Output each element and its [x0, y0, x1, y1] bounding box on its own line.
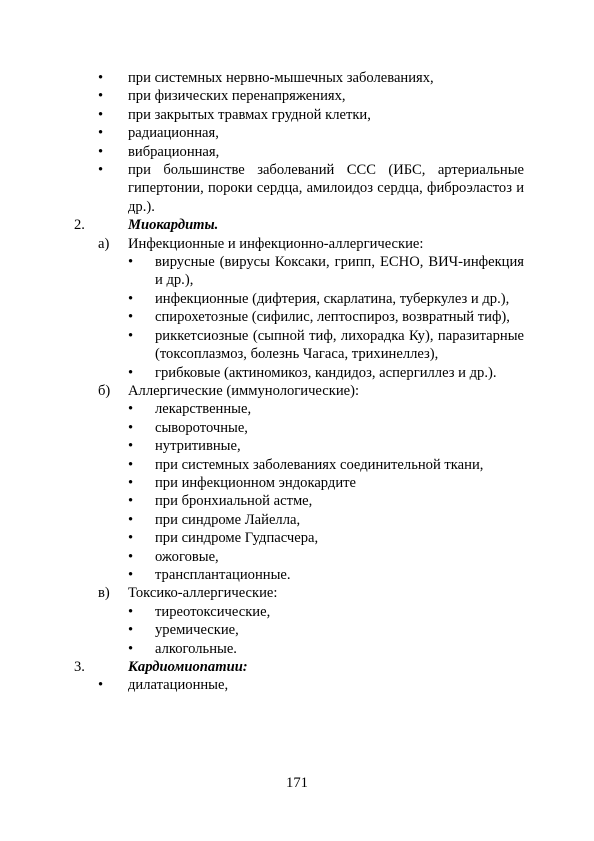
list-number: 3. [74, 659, 85, 675]
list-item [0, 584, 524, 602]
bullet-marker: • [128, 419, 134, 436]
list-item [0, 382, 524, 400]
list-item-text: при бронхиальной астме, [155, 493, 313, 510]
list-item [0, 87, 524, 105]
list-item-text: при системных нервно-мышечных заболеваниях, [128, 70, 434, 86]
bullet-marker: • [128, 254, 134, 271]
list-item [0, 529, 524, 547]
list-item [0, 308, 524, 326]
list-item [0, 364, 524, 382]
list-item-text: радиационная, [128, 125, 219, 142]
section-heading-text: Миокардиты. [128, 217, 219, 234]
list-item [0, 548, 524, 566]
bullet-marker: • [128, 327, 134, 344]
list-number: б) [98, 382, 111, 399]
bullet-marker: • [128, 474, 134, 491]
bullet-marker: • [98, 143, 104, 160]
list-item [0, 492, 524, 510]
list-item-text: вирусные (вирусы Коксаки, грипп, ECHO, ВИЧ-инфекция и др.), [155, 254, 524, 289]
bullet-marker: • [128, 290, 134, 307]
bullet-marker: • [128, 548, 134, 565]
list-item-text: лекарственные, [155, 401, 252, 418]
bullet-marker: • [128, 640, 134, 657]
list-item [0, 161, 524, 216]
bullet-marker: • [98, 125, 104, 142]
list-item [0, 327, 524, 364]
list-item-text: Токсико-аллергические: [128, 585, 278, 602]
list-item [0, 143, 524, 161]
list-item [0, 676, 524, 694]
list-item [0, 290, 524, 308]
bullet-marker: • [98, 88, 104, 105]
list-item [0, 106, 524, 124]
list-item-text: вибрационная, [128, 143, 220, 160]
bullet-marker: • [98, 162, 104, 179]
list-item-text: инфекционные (дифтерия, скарлатина, туберкулез и др.), [155, 290, 510, 307]
list-item [0, 640, 524, 658]
bullet-marker: • [98, 677, 104, 694]
list-item-text: при большинстве заболеваний ССС (ИБС, артериальные гипертонии, пороки сердца, амилоидоз сердца, фиброэластоз и др.). [128, 162, 524, 215]
bullet-marker: • [98, 70, 104, 86]
bullet-marker: • [128, 566, 134, 583]
list-number: 2. [74, 217, 85, 234]
bullet-marker: • [128, 401, 134, 418]
list-item-text: Инфекционные и инфекционно-аллергические: [128, 235, 424, 252]
list-item-text: грибковые (актиномикоз, кандидоз, аспергиллез и др.). [155, 364, 497, 381]
list-item [0, 511, 524, 529]
page-content [0, 69, 594, 695]
list-item-text: тиреотоксические, [155, 603, 271, 620]
bullet-marker: • [128, 603, 134, 620]
list-item [0, 456, 524, 474]
list-item [0, 603, 524, 621]
list-item-text: при синдроме Лайелла, [155, 511, 301, 528]
list-item [0, 69, 524, 87]
section-heading-text: Кардиомиопатии: [128, 659, 248, 675]
bullet-marker: • [128, 364, 134, 381]
bullet-marker: • [128, 530, 134, 547]
bullet-marker: • [98, 106, 104, 123]
list-item [0, 235, 524, 253]
list-item [0, 253, 524, 290]
section-heading [0, 216, 524, 234]
list-item-text: алкогольные. [155, 640, 237, 657]
list-item-text: дилатационные, [128, 677, 229, 694]
bullet-marker: • [128, 309, 134, 326]
bullet-marker: • [128, 493, 134, 510]
list-item-text: риккетсиозные (сыпной тиф, лихорадка Ку), паразитарные (токсоплазмоз, болезнь Чагаса, трихинеллез), [155, 327, 524, 363]
list-item-text: при инфекционном эндокардите [155, 474, 356, 491]
list-item [0, 566, 524, 584]
list-item-text: нутритивные, [155, 438, 241, 455]
bullet-marker: • [128, 511, 134, 528]
list-item [0, 437, 524, 455]
list-item-text: при системных заболеваниях соединительной ткани, [155, 456, 484, 473]
bullet-marker: • [128, 456, 134, 473]
list-item [0, 621, 524, 639]
list-item-text: при синдроме Гудпасчера, [155, 530, 319, 547]
page-number: 171 [286, 775, 308, 791]
list-item-text: сывороточные, [155, 419, 248, 436]
list-item-text: при закрытых травмах грудной клетки, [128, 106, 371, 123]
list-item [0, 419, 524, 437]
list-item-text: при физических перенапряжениях, [128, 88, 346, 105]
bullet-marker: • [128, 622, 134, 639]
list-item-text: ожоговые, [155, 548, 219, 565]
list-item-text: спирохетозные (сифилис, лептоспироз, возвратный тиф), [155, 309, 510, 326]
list-item-text: уремические, [155, 622, 239, 639]
list-item [0, 474, 524, 492]
list-item-text: Аллергические (иммунологические): [128, 382, 360, 399]
list-number: в) [98, 585, 110, 602]
list-item [0, 400, 524, 418]
bullet-marker: • [128, 438, 134, 455]
list-item-text: трансплантационные. [155, 566, 291, 583]
list-number: а) [98, 235, 110, 252]
section-heading [0, 658, 524, 676]
list-item [0, 124, 524, 142]
